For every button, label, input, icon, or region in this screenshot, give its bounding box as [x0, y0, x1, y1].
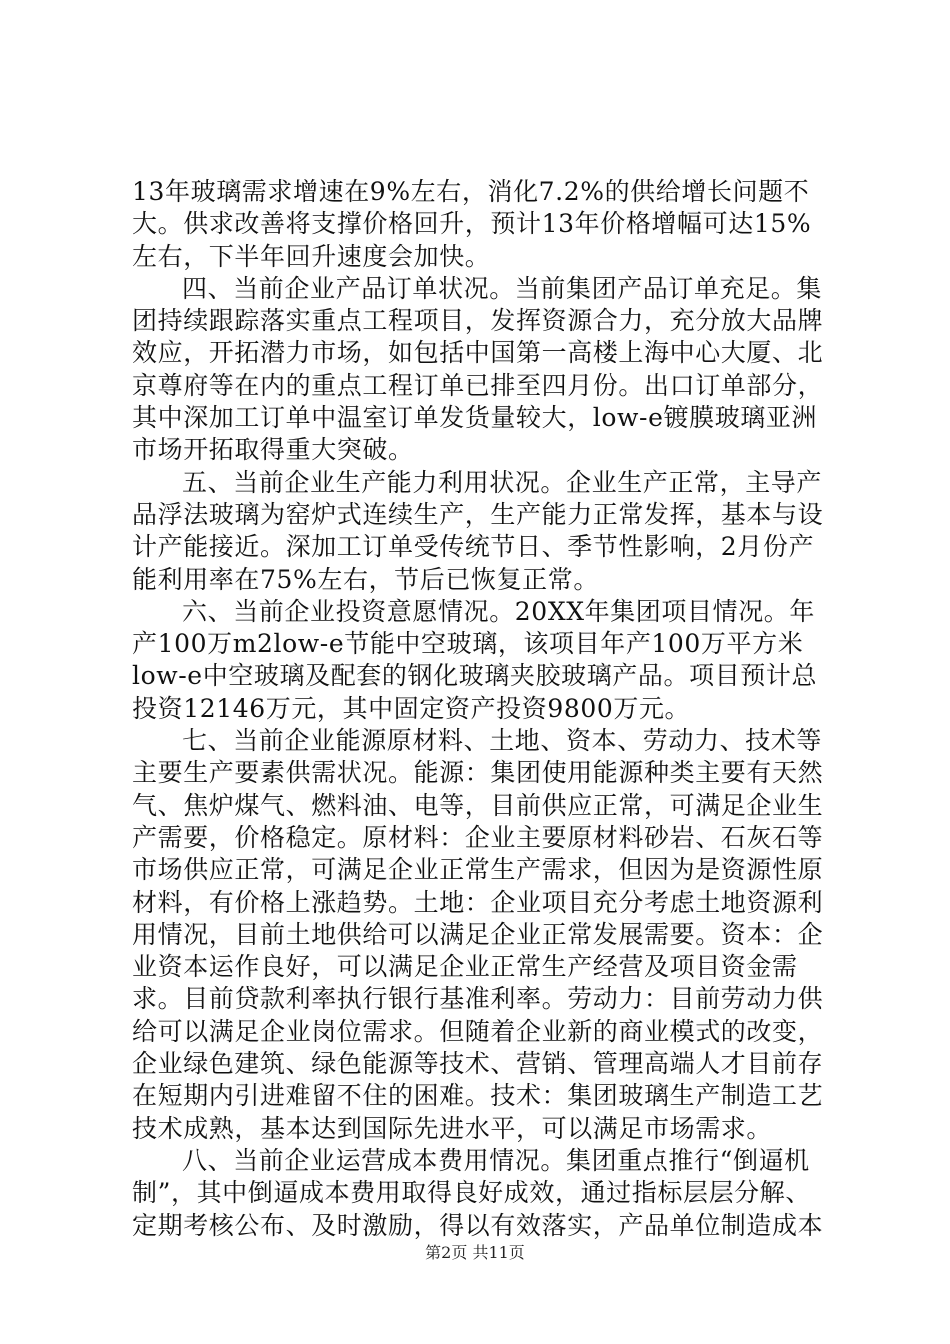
paragraph-investment-intention: 六、当前企业投资意愿情况。20XX年集团项目情况。年产100万m2low-e节能中空玻璃，该项目年产100万平方米low-e中空玻璃及配套的钢化玻璃夹胶玻璃产品。项目预计总投资12146万元，其中固定资产投资9800万元。 — [132, 596, 818, 723]
paragraph-production-factors: 七、当前企业能源原材料、土地、资本、劳动力、技术等主要生产要素供需状况。能源：集团使用能源种类主要有天然气、焦炉煤气、燃料油、电等，目前供应正常，可满足企业生产需要，价格稳定。原材料：企业主要原材料砂岩、石灰石等市场供应正常，可满足企业正常生产需求，但因为是资源性原材料，有价格上涨趋势。土地：企业项目充分考虑土地资源利用情况，目前土地供给可以满足企业正常发展需要。资本：企业资本运作良好，可以满足企业正常生产经营及项目资金需求。目前贷款利率执行银行基准利率。劳动力：目前劳动力供给可以满足企业岗位需求。但随着企业新的商业模式的改变，企业绿色建筑、绿色能源等技术、营销、管理高端人才目前存在短期内引进难留不住的困难。技术：集团玻璃生产制造工艺技术成熟，基本达到国际先进水平，可以满足市场需求。 — [132, 726, 824, 1143]
page-footer: 第2页 共11页 — [425, 1243, 525, 1262]
document-body — [132, 176, 832, 1242]
paragraph-operating-costs: 八、当前企业运营成本费用情况。集团重点推行“倒逼机制”，其中倒逼成本费用取得良好成效，通过指标层层分解、定期考核公布、及时激励，得以有效落实，产品单位制造成本 — [132, 1145, 824, 1240]
paragraph-capacity-utilization: 五、当前企业生产能力利用状况。企业生产正常，主导产品浮法玻璃为窑炉式连续生产，生产能力正常发挥，基本与设计产能接近。深加工订单受传统节日、季节性影响，2月份产能利用率在75%左右，节后已恢复正常。 — [132, 467, 824, 594]
paragraph-order-status: 四、当前企业产品订单状况。当前集团产品订单充足。集团持续跟踪落实重点工程项目，发挥资源合力，充分放大品牌效应，开拓潜力市场，如包括中国第一高楼上海中心大厦、北京尊府等在内的重点工程订单已排至四月份。出口订单部分，其中深加工订单中温室订单发货量较大，low-e镀膜玻璃亚洲市场开拓取得重大突破。 — [132, 273, 824, 465]
paragraph-continuation: 13年玻璃需求增速在9%左右，消化7.2%的供给增长问题不大。供求改善将支撑价格回升，预计13年价格增幅可达15%左右，下半年回升速度会加快。 — [132, 177, 812, 271]
